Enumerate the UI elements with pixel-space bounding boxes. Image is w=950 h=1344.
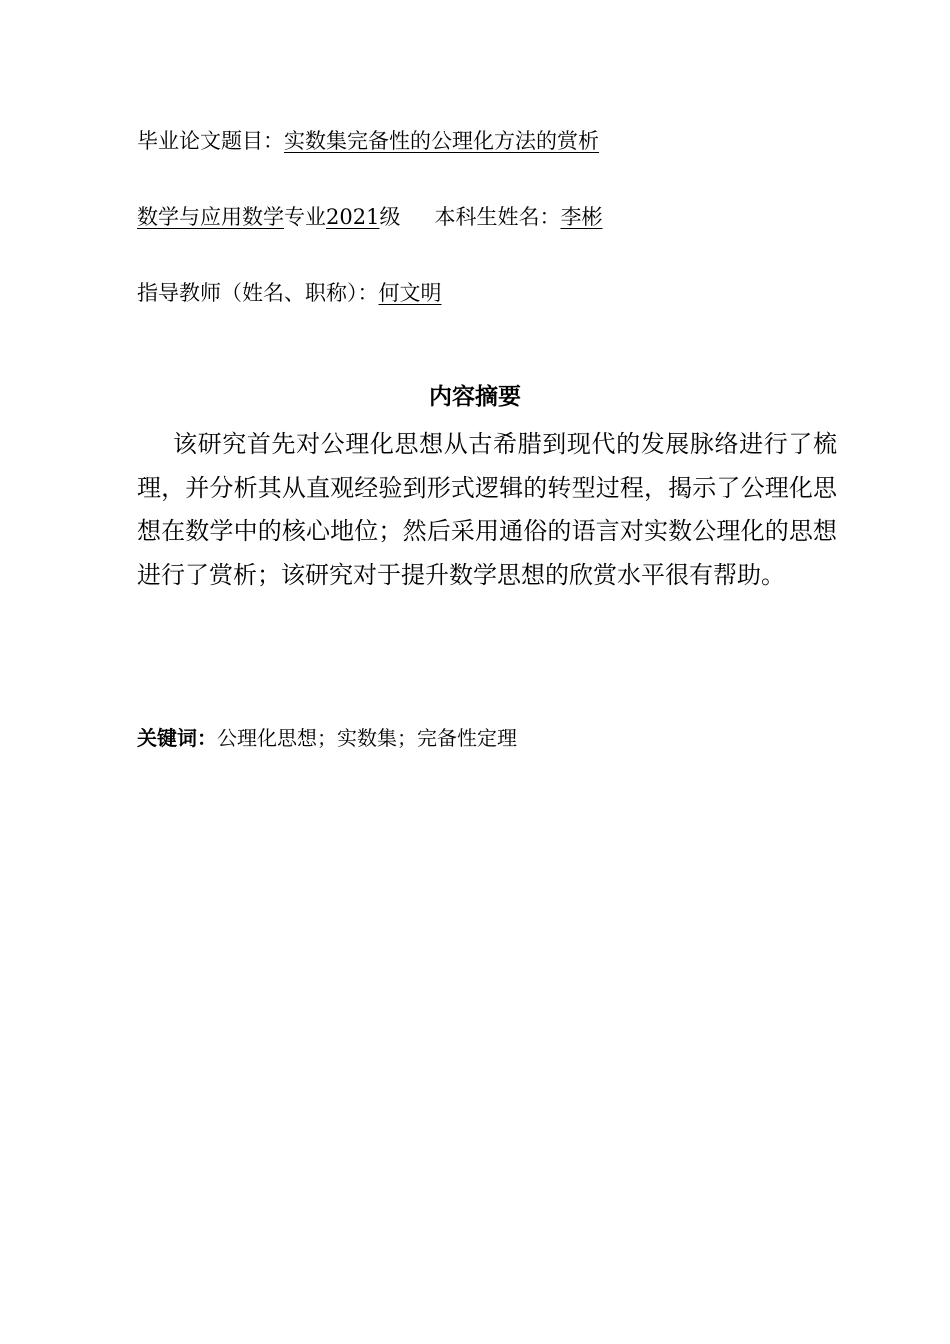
keywords-label: 关键词： xyxy=(137,726,217,750)
student-name-label: 本科生姓名： xyxy=(434,205,561,229)
keywords-value: 公理化思想；实数集；完备性定理 xyxy=(217,726,517,750)
thesis-title-value: 实数集完备性的公理化方法的赏析 xyxy=(284,129,599,153)
year-value: 2021 xyxy=(326,205,380,229)
advisor-label: 指导教师（姓名、职称）： xyxy=(137,281,379,305)
major-suffix: 专业 xyxy=(284,205,326,229)
keywords-line xyxy=(137,723,517,754)
thesis-title-label: 毕业论文题目： xyxy=(137,129,284,153)
advisor-value: 何文明 xyxy=(378,281,442,305)
year-suffix: 级 xyxy=(379,205,401,229)
advisor-line xyxy=(137,278,442,308)
student-name-value: 李彬 xyxy=(560,205,603,229)
abstract-body: 该研究首先对公理化思想从古希腊到现代的发展脉络进行了梳理，并分析其从直观经验到形式逻辑的转型过程，揭示了公理化思想在数学中的核心地位；然后采用通俗的语言对实数公理化的思想进行了赏析；该研究对于提升数学思想的欣赏水平很有帮助。 xyxy=(137,430,837,589)
thesis-title-line xyxy=(137,126,599,156)
student-info-line xyxy=(137,202,602,232)
abstract-heading: 内容摘要 xyxy=(429,384,521,410)
major-value: 数学与应用数学 xyxy=(137,205,284,229)
